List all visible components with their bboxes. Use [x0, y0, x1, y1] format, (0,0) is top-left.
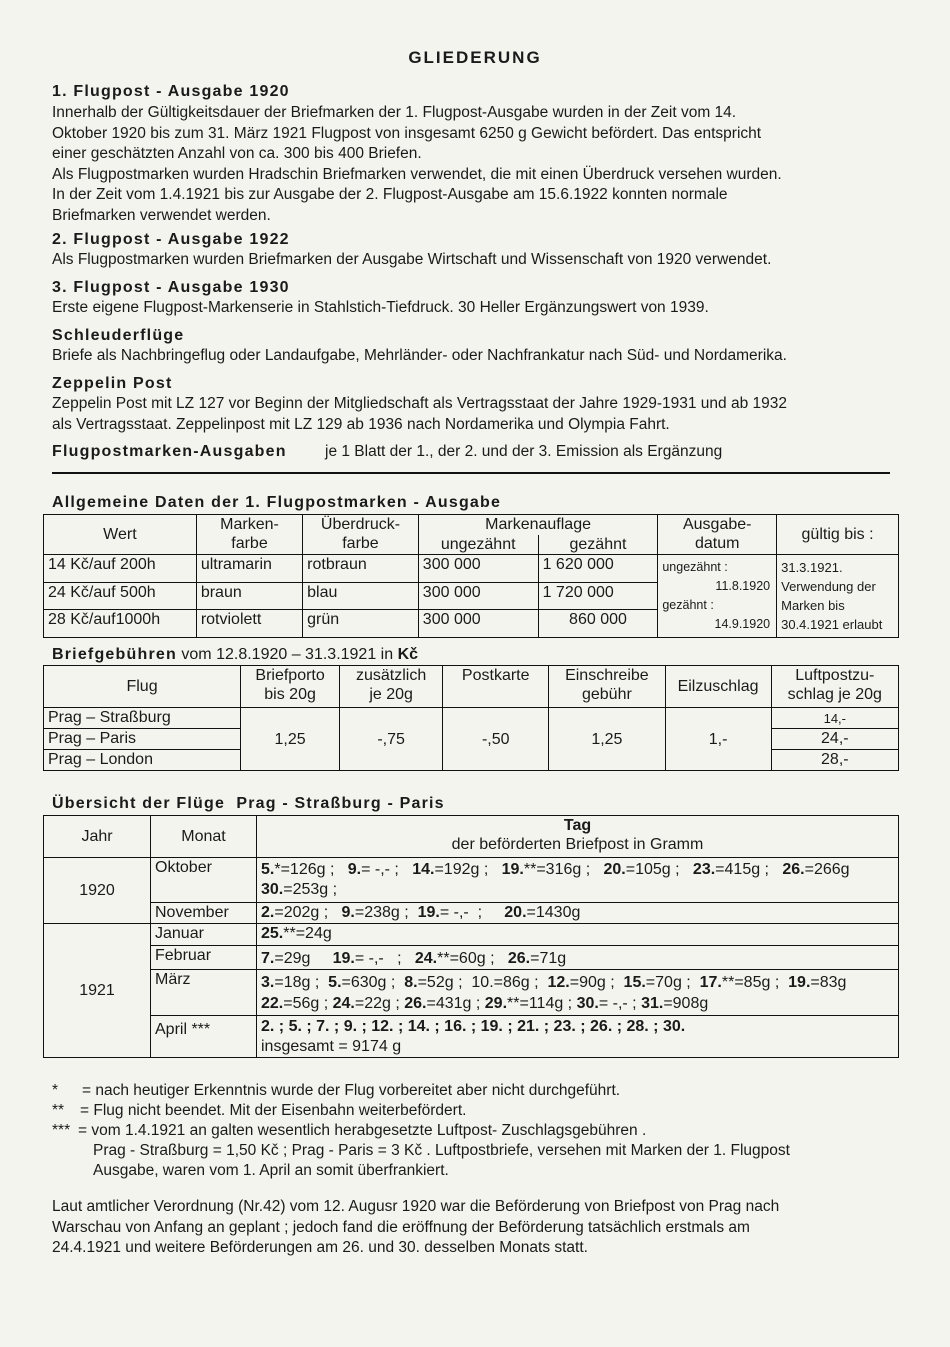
section-6-text: je 1 Blatt der 1., der 2. und der 3. Emission als Ergänzung	[325, 443, 723, 460]
cell-monat: Oktober	[151, 858, 257, 903]
section-6-heading: Flugpostmarken-Ausgaben	[52, 443, 287, 460]
heading-bold: Briefgebühren	[52, 646, 177, 663]
heading-rest: vom 12.8.1920 – 31.3.1921 in	[181, 646, 394, 663]
cell-gezaehnt: 860 000	[538, 610, 658, 638]
cell-ungezaehnt: 300 000	[418, 610, 538, 638]
section-3-heading: 3. Flugpost - Ausgabe 1930	[52, 279, 290, 296]
cell-tag: 25.**=24g	[257, 924, 899, 946]
table-row	[44, 858, 899, 903]
flights-table	[43, 815, 899, 1058]
table-row	[44, 946, 899, 970]
text-line: als Vertragsstaat. Zeppelinpost mit LZ 129 ab 1936 nach Nordamerika und Olympia Fahrt.	[52, 415, 670, 433]
fees-table	[43, 665, 899, 771]
cell-luftpost: 24,-	[771, 729, 898, 750]
header-tag: Tag der beförderten Briefpost in Gramm	[257, 816, 899, 858]
header-eilzuschlag: Eilzuschlag	[665, 666, 771, 708]
text-line: Briefmarken verwendet werden.	[52, 206, 271, 224]
closing-paragraph	[52, 1197, 779, 1259]
cell-tag: 2.=202g ; 9.=238g ; 19.= -,- ; 20.=1430g	[257, 903, 899, 924]
table-row	[44, 903, 899, 924]
cell-tag: 3.=18g ; 5.=630g ; 8.=52g ; 10.=86g ; 12.=90g ; 15.=70g ; 17.**=85g ; 19.=83g 22.=56g ; 24.=22g ; 26.=431g ; 29.**=114g ; 30.= -,- ; 31.=908g	[257, 970, 899, 1016]
header-einschreibe: Einschreibe gebühr	[549, 666, 665, 708]
header-luftpostzuschlag: Luftpostzu- schlag je 20g	[771, 666, 898, 708]
text-line: Oktober 1920 bis zum 31. März 1921 Flugpost von insgesamt 6250 g Gewicht befördert. Das entspricht	[52, 124, 762, 142]
table-row	[44, 970, 899, 1016]
cell-route: Prag – Paris	[44, 729, 241, 750]
table-row	[44, 708, 899, 729]
header-briefporto: Briefporto bis 20g	[241, 666, 340, 708]
text-line: Innerhalb der Gültigkeitsdauer der Briefmarken der 1. Flugpost-Ausgabe wurden in der Zeit vom 14.	[52, 104, 737, 121]
header-zusaetzlich: zusätzlich je 20g	[340, 666, 443, 708]
cell-farbe: braun	[196, 582, 302, 610]
cell-monat: Januar	[151, 924, 257, 946]
header-jahr: Jahr	[44, 816, 151, 858]
table-1-heading: Allgemeine Daten der 1. Flugpostmarken - Ausgabe	[52, 494, 502, 511]
cell-eilzuschlag: 1,-	[665, 708, 771, 771]
cell-tag: 5.*=126g ; 9.= -,- ; 14.=192g ; 19.**=316g ; 20.=105g ; 23.=415g ; 26.=266g 30.=253g ;	[257, 858, 899, 903]
cell-luftpost: 28,-	[771, 750, 898, 771]
table-2-heading	[52, 646, 418, 664]
text-line: 24.4.1921 und weitere Beförderungen am 26. und 30. desselben Monats statt.	[52, 1239, 588, 1256]
header-gueltig: gültig bis :	[777, 515, 899, 555]
section-5-text	[52, 394, 787, 435]
section-2-heading: 2. Flugpost - Ausgabe 1922	[52, 231, 290, 248]
cell-gezaehnt: 1 720 000	[538, 582, 658, 610]
cell-monat: März	[151, 970, 257, 1016]
section-5-heading: Zeppelin Post	[52, 375, 173, 392]
cell-ueberdruck: rotbraun	[303, 555, 419, 583]
table-3-heading: Übersicht der Flüge Prag - Straßburg - Paris	[52, 795, 445, 812]
header-markenauflage: Markenauflage	[418, 515, 658, 535]
cell-ungezaehnt: 300 000	[418, 555, 538, 583]
cell-wert: 24 Kč/auf 500h	[44, 582, 197, 610]
table-row	[44, 555, 899, 583]
cell-route: Prag – Straßburg	[44, 708, 241, 729]
heading-unit: Kč	[397, 646, 419, 663]
header-gezaehnt: gezähnt	[538, 535, 658, 555]
cell-postkarte: -,50	[443, 708, 549, 771]
footnote: *** = vom 1.4.1921 an galten wesentlich herabgesetzte Luftpost- Zuschlagsgebühren .	[52, 1122, 647, 1139]
cell-route: Prag – London	[44, 750, 241, 771]
footnote-cont: Prag - Straßburg = 1,50 Kč ; Prag - Paris = 3 Kč . Luftpostbriefe, versehen mit Marken der 1. Flugpost	[93, 1142, 790, 1159]
footnote: ** = Flug nicht beendet. Mit der Eisenbahn weiterbefördert.	[52, 1102, 467, 1119]
section-2-text: Als Flugpostmarken wurden Briefmarken der Ausgabe Wirtschaft und Wissenschaft von 1920 verwendet.	[52, 251, 772, 268]
table-row	[44, 1016, 899, 1058]
text-line: In der Zeit vom 1.4.1921 bis zur Ausgabe der 2. Flugpost-Ausgabe am 15.6.1922 konnten normale	[52, 186, 728, 203]
header-ausgabedatum: Ausgabe- datum	[658, 515, 777, 555]
cell-monat: April ***	[151, 1016, 257, 1058]
section-1-heading: 1. Flugpost - Ausgabe 1920	[52, 83, 290, 100]
header-monat: Monat	[151, 816, 257, 858]
cell-tag: 2. ; 5. ; 7. ; 9. ; 12. ; 14. ; 16. ; 19. ; 21. ; 23. ; 26. ; 28. ; 30. insgesamt = 9174 g	[257, 1016, 899, 1058]
cell-briefporto: 1,25	[241, 708, 340, 771]
header-flug: Flug	[44, 666, 241, 708]
header-ungezaehnt: ungezähnt	[418, 535, 538, 555]
text-line: Als Flugpostmarken wurden Hradschin Briefmarken verwendet, die mit einen Überdruck versehen wurden.	[52, 165, 782, 183]
footnote: * = nach heutiger Erkenntnis wurde der Flug vorbereitet aber nicht durchgeführt.	[52, 1082, 621, 1099]
cell-tag: 7.=29g 19.= -,- ; 24.**=60g ; 26.=71g	[257, 946, 899, 970]
cell-luftpost: 14,-	[771, 708, 898, 729]
cell-ueberdruck: blau	[303, 582, 419, 610]
cell-farbe: rotviolett	[196, 610, 302, 638]
page-title: GLIEDERUNG	[408, 48, 542, 67]
header-markenfarbe: Marken- farbe	[196, 515, 302, 555]
header-postkarte: Postkarte	[443, 666, 549, 708]
cell-wert: 28 Kč/auf1000h	[44, 610, 197, 638]
text-line: einer geschätzten Anzahl von ca. 300 bis 400 Briefen.	[52, 145, 422, 162]
footnote-cont: Ausgabe, waren vom 1. April an somit überfrankiert.	[93, 1162, 449, 1179]
section-1-text	[52, 103, 782, 226]
cell-jahr: 1920	[44, 858, 151, 924]
cell-ausgabedatum: ungezähnt : 11.8.1920 gezähnt : 14.9.1920	[658, 555, 777, 638]
stamp-data-table	[43, 514, 899, 638]
header-wert: Wert	[44, 515, 197, 555]
divider	[52, 472, 890, 474]
cell-farbe: ultramarin	[196, 555, 302, 583]
text-line: Zeppelin Post mit LZ 127 vor Beginn der Mitgliedschaft als Vertragsstaat der Jahre 1929-1931 und ab 1932	[52, 395, 787, 412]
section-4-heading: Schleuderflüge	[52, 327, 185, 344]
section-4-text: Briefe als Nachbringeflug oder Landaufgabe, Mehrländer- oder Nachfrankatur nach Süd- und Nordamerika.	[52, 347, 787, 364]
cell-einschreibe: 1,25	[549, 708, 665, 771]
cell-monat: November	[151, 903, 257, 924]
header-ueberdruckfarbe: Überdruck- farbe	[303, 515, 419, 555]
cell-monat: Februar	[151, 946, 257, 970]
cell-gueltig: 31.3.1921. Verwendung der Marken bis 30.4.1921 erlaubt	[777, 555, 899, 638]
cell-ungezaehnt: 300 000	[418, 582, 538, 610]
cell-gezaehnt: 1 620 000	[538, 555, 658, 583]
cell-wert: 14 Kč/auf 200h	[44, 555, 197, 583]
cell-ueberdruck: grün	[303, 610, 419, 638]
text-line: Warschau von Anfang an geplant ; jedoch fand die eröffnung der Beförderung tatsächlich erstmals am	[52, 1218, 750, 1236]
cell-jahr: 1921	[44, 924, 151, 1058]
table-row	[44, 924, 899, 946]
section-3-text: Erste eigene Flugpost-Markenserie in Stahlstich-Tiefdruck. 30 Heller Ergänzungswert von 1939.	[52, 299, 709, 316]
cell-zusaetzlich: -,75	[340, 708, 443, 771]
footnotes	[52, 1081, 790, 1181]
text-line: Laut amtlicher Verordnung (Nr.42) vom 12. Augusr 1920 war die Beförderung von Briefpost von Prag nach	[52, 1198, 780, 1215]
